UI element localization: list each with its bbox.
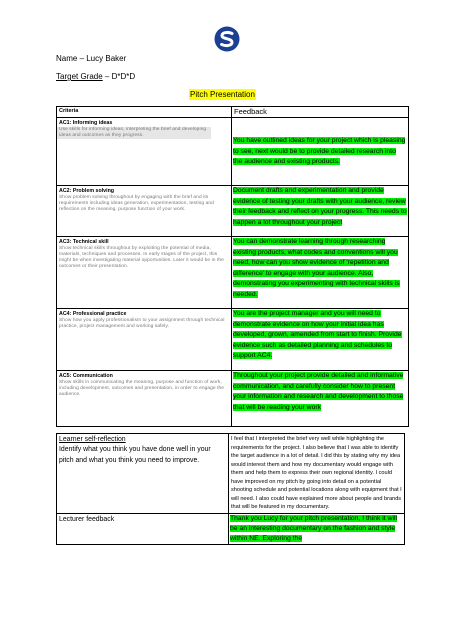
college-logo-icon [214,26,240,52]
criteria-row-ac4 [57,309,409,371]
feedback-text: You have outlined ideas for your project which is pleasing to see, next would be to provide detailed research into the audience and existing products. [233,137,406,166]
lecturer-feedback-title: Lecturer feedback [57,513,229,545]
criteria-cell [57,309,232,371]
criteria-description: Show problem solving throughout by engaging with the brief and its requirements including ideas generation, experimentation, testing and reflection on the meaning, purpose function of your work. [59,194,214,213]
learner-reflection-prompt: Identify what you think you have done well in your pitch and what you think you need to improve. [59,446,211,464]
criteria-row-ac1 [57,118,409,186]
feedback-cell [232,118,409,186]
criteria-header-row [57,107,409,118]
criteria-row-ac5 [57,371,409,427]
feedback-cell [232,371,409,427]
student-name: Name – Lucy Baker [56,54,127,63]
criteria-cell [57,186,232,237]
feedback-text: Throughout your project provide detailed and informative communication, and carefully consider how to present your information and research and development to those that will be reading your work [233,372,404,411]
feedback-text: Document drafts and experimentation and provide evidence of testing your drafts with your audience, review their feedback and reflect on your progress. This needs to happen a lot throughout your project [233,187,407,226]
criteria-cell [57,237,232,309]
criteria-column-header: Criteria [57,107,232,118]
page-title: Pitch Presentation [190,90,255,99]
criteria-description: Show skills in communicating the meaning, purpose and function of work, including development, outcomes and presentation, in order to engage the audience. [59,379,225,398]
criteria-description: Show how you apply professionalism to your assignment through technical practice, project management and working safely. [59,317,225,329]
learner-reflection-title: Learner self-reflection [59,436,126,443]
feedback-column-header: Feedback [232,107,409,118]
criteria-title: AC1: Informing ideas [59,120,113,126]
target-grade-value: – D*D*D [102,72,136,81]
criteria-description: Show technical skills throughout by exploiting the potential of media, materials, techniques and processes. In early stages of the project, this might be when investigating material opportunities. Later it would be in the outcomes or their presentation. [59,245,224,270]
reflection-table [56,433,405,545]
feedback-text: You can demonstrate learning through researching existing products, what codes and conventions will you need, how can you show evidence of 'repetition and difference' to engage with your audience. Also, demonstrating you experimenting with technical skills is needed. [233,238,400,298]
lecturer-feedback-cell [229,513,405,545]
feedback-cell [232,309,409,371]
criteria-row-ac3 [57,237,409,309]
criteria-title: AC2: Problem solving [59,188,115,194]
target-grade [56,72,135,81]
criteria-title: AC3: Technical skill [59,239,109,245]
lecturer-feedback-row [57,513,405,545]
learner-reflection-cell [57,434,229,514]
target-grade-label: Target Grade [56,72,103,81]
criteria-table [56,106,409,427]
learner-reflection-row [57,434,405,514]
criteria-title: AC4: Professional practice [59,311,127,317]
learner-response-cell [229,434,405,514]
criteria-title: AC5: Communication [59,373,113,379]
criteria-row-ac2 [57,186,409,237]
feedback-cell [232,237,409,309]
learner-response-text: I feel that I interpreted the brief very well while highlighting the requirements for the project. I also believe that I was able to identify the target audience in a lot of detail. I did this by stating why my idea would interest them and how my documentary would engage with them and help them to express their own regional identity. I could have improved on my pitch by going into detail on a potential shooting schedule and potential locations along with equipment that I will need. I also could have explained more about people and brands that will be featured in my documentary. [231,436,402,510]
lecturer-feedback-text: Thank you Lucy for your pitch presentation, I think it will be an interesting documentary on the fashion and style within NE. Exploring the [230,514,397,543]
criteria-cell [57,371,232,427]
criteria-cell [57,118,232,186]
feedback-cell [232,186,409,237]
criteria-description: Use skills for informing ideas, interpreting the brief and developing ideas and outcomes as they progress. [57,127,211,140]
feedback-text: You are the project manager and you will need to demonstrate evidence on how your initial idea has developed, grown, amended from start to finish. Provide evidence such as detailed planning and schedules to support AC4. [233,310,402,360]
